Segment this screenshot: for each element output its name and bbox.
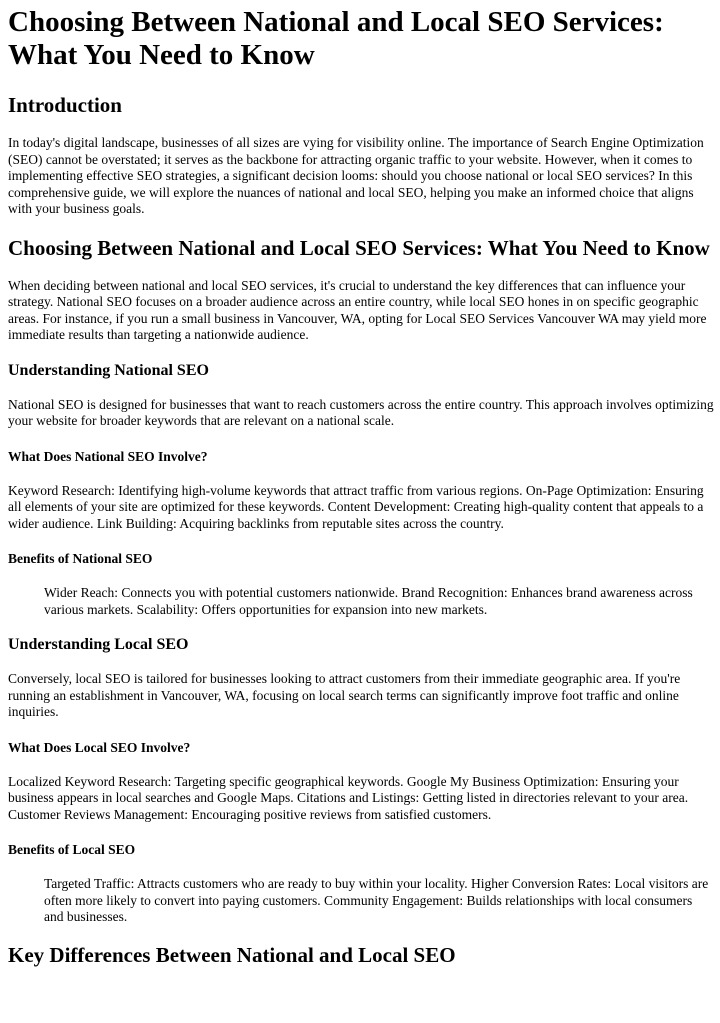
heading-national-benefits: Benefits of National SEO bbox=[8, 551, 153, 566]
heading-understanding-national: Understanding National SEO bbox=[8, 361, 209, 379]
quote-national-benefits: Wider Reach: Connects you with potential customers nationwide. Brand Recognition: Enhances brand awareness across various markets. Scalability: Offers opportunities for expansion into new markets. bbox=[44, 585, 693, 617]
heading-key-differences: Key Differences Between National and Local SEO bbox=[8, 942, 456, 967]
heading-local-involve: What Does Local SEO Involve? bbox=[8, 739, 191, 755]
paragraph-national: National SEO is designed for businesses that want to reach customers across the entire country. This approach involves optimizing your website for broader keywords that are relevant on a national scale. bbox=[8, 396, 714, 428]
section-heading-choosing: Choosing Between National and Local SEO Services: What You Need to Know bbox=[8, 235, 710, 260]
paragraph-national-involve: Keyword Research: Identifying high-volume keywords that attract traffic from various regions. On-Page Optimization: Ensuring all elements of your site are optimized for these keywords. Content Development: Creating high-quality content that appeals to a wider audience. Link Building: Acquiring backlinks from reputable sites across the country. bbox=[8, 482, 704, 531]
article bbox=[0, 6, 714, 968]
paragraph-local: Conversely, local SEO is tailored for businesses looking to attract customers from their immediate geographic area. If you're running an establishment in Vancouver, WA, focusing on local search terms can significantly improve foot traffic and online inquiries. bbox=[8, 671, 681, 719]
quote-local-benefits: Targeted Traffic: Attracts customers who are ready to buy within your locality. Higher Conversion Rates: Local visitors are often more likely to convert into paying customers. Community Engagement: Builds relationships with local consumers and businesses. bbox=[44, 876, 709, 924]
paragraph-local-involve: Localized Keyword Research: Targeting specific geographical keywords. Google My Business Optimization: Ensuring your business appears in local searches and Google Maps. Citations and Listings: Getting listed in directories relevant to your area. Customer Reviews Management: Encouraging positive reviews from satisfied customers. bbox=[8, 773, 689, 822]
intro-heading: Introduction bbox=[8, 93, 122, 117]
page-title: Choosing Between National and Local SEO Services: What You Need to Know bbox=[8, 6, 664, 71]
intro-paragraph: In today's digital landscape, businesses of all sizes are vying for visibility online. The importance of Search Engine Optimization (SEO) cannot be overstated; it serves as the backbone for attracting organic traffic to your website. However, when it comes to implementing effective SEO strategies, a significant decision looms: should you choose national or local SEO services? In this comprehensive guide, we will explore the nuances of national and local SEO, helping you make an informed choice that aligns with your business goals. bbox=[8, 135, 704, 216]
heading-national-involve: What Does National SEO Involve? bbox=[8, 448, 208, 464]
section-paragraph-choosing: When deciding between national and local SEO services, it's crucial to understand the key differences that can influence your strategy. National SEO focuses on a broader audience across an entire country, while local SEO hones in on specific geographic areas. For instance, if you run a small business in Vancouver, WA, opting for Local SEO Services Vancouver WA may yield more immediate results than targeting a nationwide audience. bbox=[8, 277, 707, 342]
heading-local-benefits: Benefits of Local SEO bbox=[8, 842, 136, 857]
heading-understanding-local: Understanding Local SEO bbox=[8, 636, 189, 653]
